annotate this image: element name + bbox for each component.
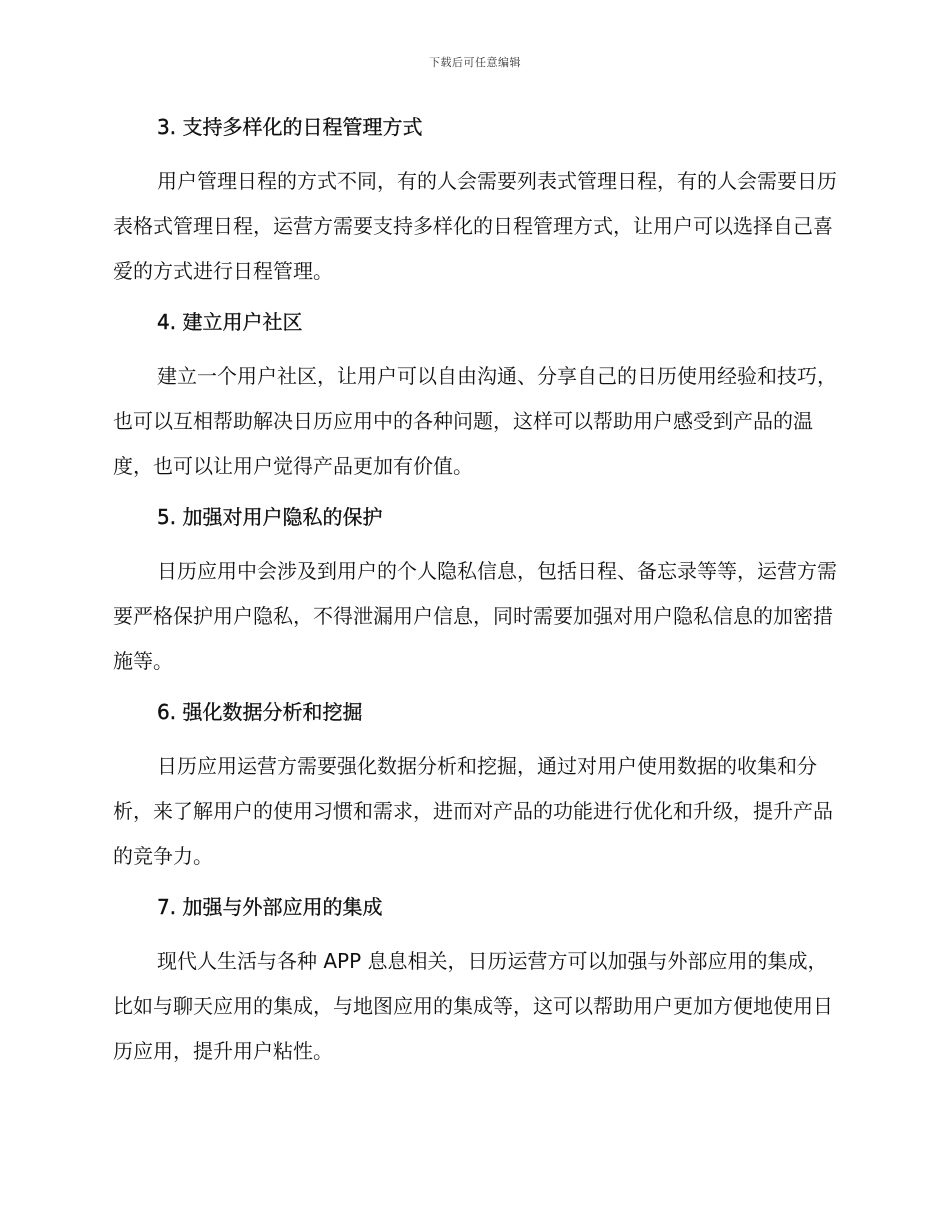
section-5 [113, 502, 838, 684]
section-paragraph: 用户管理日程的方式不同，有的人会需要列表式管理日程，有的人会需要日历表格式管理日程，运营方需要支持多样化的日程管理方式，让用户可以选择自己喜爱的方式进行日程管理。 [113, 169, 837, 283]
section-7 [113, 892, 838, 1074]
section-heading: 4. 建立用户社区 [157, 310, 303, 334]
document-body [113, 112, 838, 1087]
section-heading: 7. 加强与外部应用的集成 [157, 895, 383, 919]
section-4 [113, 307, 838, 489]
section-heading: 6. 强化数据分析和挖掘 [157, 700, 363, 724]
section-paragraph: 日历应用中会涉及到用户的个人隐私信息，包括日程、备忘录等等，运营方需要严格保护用户隐私，不得泄漏用户信息，同时需要加强对用户隐私信息的加密措施等。 [113, 559, 837, 673]
section-6 [113, 697, 838, 879]
section-paragraph: 现代人生活与各种 APP 息息相关，日历运营方可以加强与外部应用的集成，比如与聊天应用的集成，与地图应用的集成等，这可以帮助用户更加方便地使用日历应用，提升用户粘性。 [113, 949, 833, 1063]
section-paragraph: 建立一个用户社区，让用户可以自由沟通、分享自己的日历使用经验和技巧，也可以互相帮助解决日历应用中的各种问题，这样可以帮助用户感受到产品的温度，也可以让用户觉得产品更加有价值。 [113, 364, 837, 478]
section-heading: 3. 支持多样化的日程管理方式 [157, 115, 423, 139]
page-header: 下载后可任意编辑 [429, 56, 521, 69]
section-heading: 5. 加强对用户隐私的保护 [157, 505, 383, 529]
section-3 [113, 112, 838, 294]
section-paragraph: 日历应用运营方需要强化数据分析和挖掘，通过对用户使用数据的收集和分析，来了解用户的使用习惯和需求，进而对产品的功能进行优化和升级，提升产品的竞争力。 [113, 754, 833, 868]
